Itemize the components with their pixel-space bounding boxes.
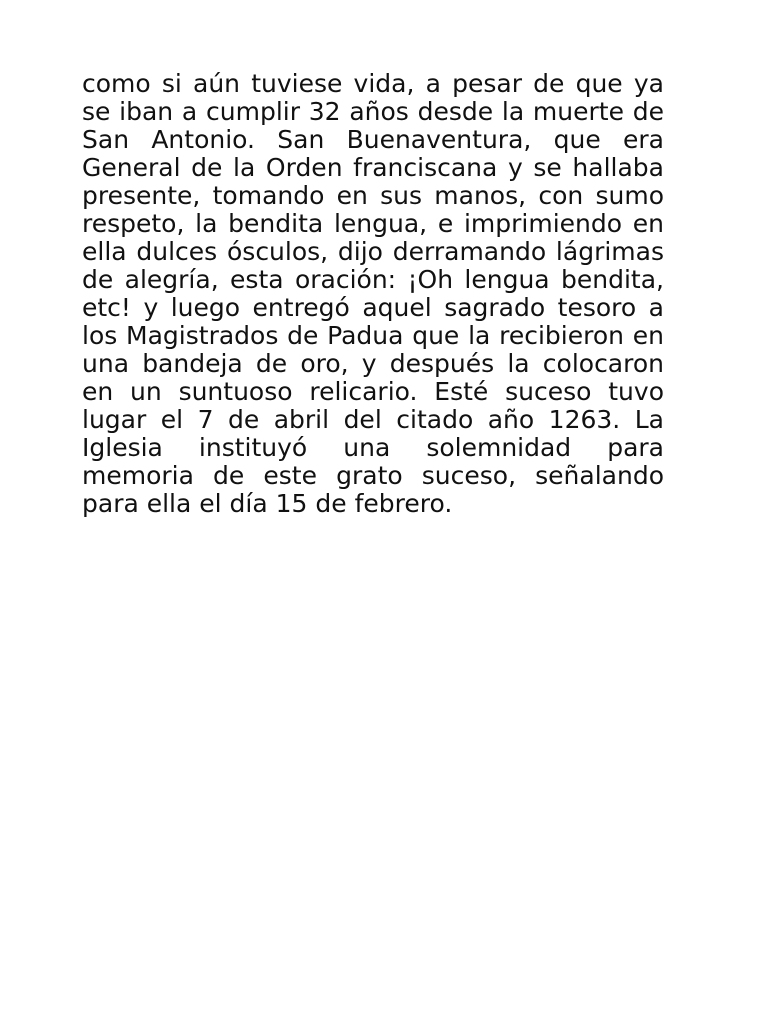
body-paragraph: como si aún tuviese vida, a pesar de que ya se iban a cumplir 32 años desde la muerte de San Antonio. San Buenaventura, que era General de la Orden franciscana y se hallaba presente, tomando en sus manos, con sumo respeto, la bendita lengua, e imprimiendo en ella dulces ósculos, dijo derramando lágrimas de alegría, esta oración: ¡Oh lengua bendita, etc! y luego entregó aquel sagrado tesoro a los Magistrados de Padua que la recibieron en una bandeja de oro, y después la colocaron en un suntuoso relicario. Esté suceso tuvo lugar el 7 de abril del citado año 1263. La Iglesia instituyó una solemnidad para memoria de este grato suceso, señalando para ella el día 15 de febrero.	[82, 69, 664, 518]
